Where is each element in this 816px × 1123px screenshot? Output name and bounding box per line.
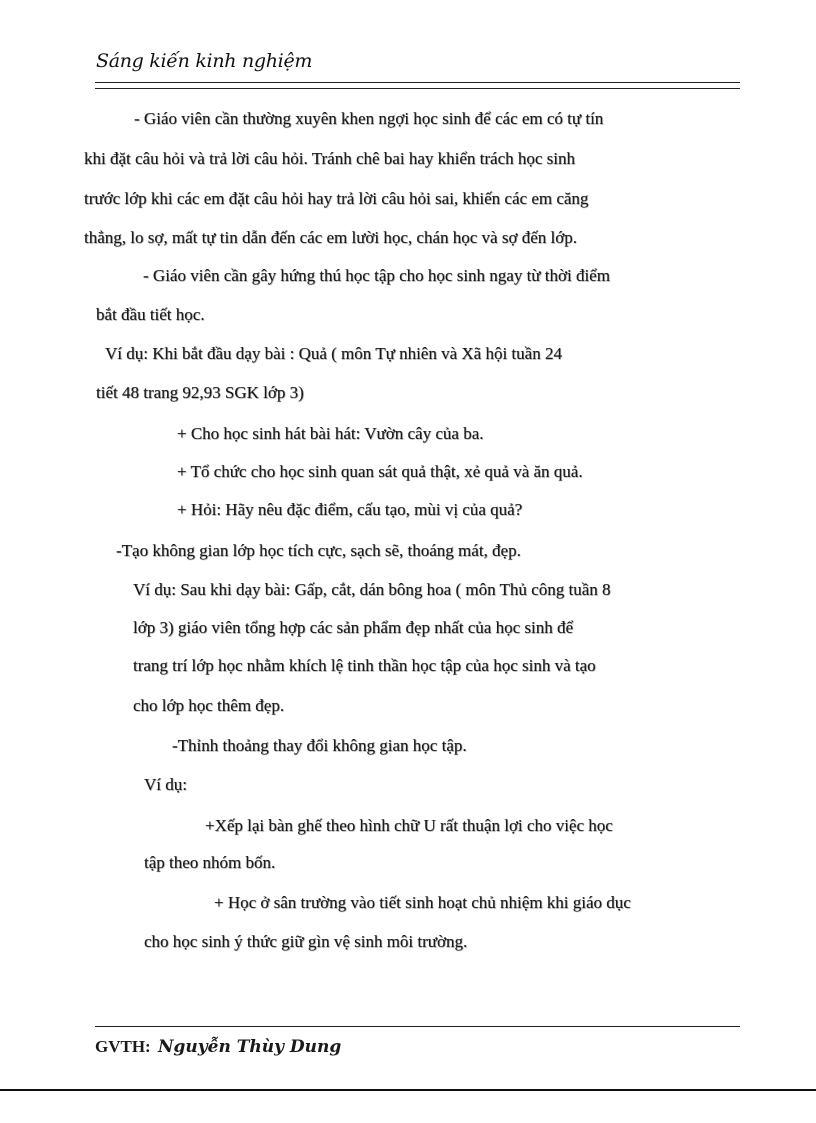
- page-header-title: Sáng kiến kinh nghiệm: [96, 50, 313, 72]
- footer-rule: [95, 1026, 740, 1027]
- page-footer: [95, 1037, 341, 1057]
- header-rule-bottom: [95, 88, 740, 89]
- body-line: + Cho học sinh hát bài hát: Vườn cây của ba.: [177, 424, 484, 443]
- page-bottom-rule: [0, 1089, 816, 1091]
- body-line: + Hỏi: Hãy nêu đặc điểm, cấu tạo, mùi vị của quả?: [177, 500, 523, 519]
- body-line: Ví dụ: Khi bắt đầu dạy bài : Quả ( môn Tự nhiên và Xã hội tuần 24: [105, 344, 562, 363]
- body-line: trước lớp khi các em đặt câu hỏi hay trả lời câu hỏi sai, khiến các em căng: [84, 189, 589, 208]
- footer-author: Nguyễn Thùy Dung: [157, 1037, 342, 1057]
- body-line: - Giáo viên cần gây hứng thú học tập cho học sinh ngay từ thời điểm: [143, 266, 610, 285]
- body-line: Ví dụ:: [144, 775, 187, 794]
- body-line: tiết 48 trang 92,93 SGK lớp 3): [96, 383, 304, 402]
- body-line: trang trí lớp học nhằm khích lệ tinh thần học tập của học sinh và tạo: [133, 656, 596, 675]
- body-line: lớp 3) giáo viên tổng hợp các sản phẩm đẹp nhất của học sinh để: [133, 618, 574, 637]
- body-line: + Tổ chức cho học sinh quan sát quả thật, xẻ quả và ăn quả.: [177, 462, 583, 481]
- body-line: + Học ở sân trường vào tiết sinh hoạt chủ nhiệm khi giáo dục: [214, 893, 631, 912]
- body-line: - Giáo viên cần thường xuyên khen ngợi học sinh để các em có tự tín: [134, 109, 604, 128]
- body-line: Ví dụ: Sau khi dạy bài: Gấp, cắt, dán bông hoa ( môn Thủ công tuần 8: [133, 580, 611, 599]
- body-line: bắt đầu tiết học.: [96, 305, 205, 324]
- header-rule-top: [95, 82, 740, 83]
- body-line: thẳng, lo sợ, mất tự tin dẫn đến các em lười học, chán học và sợ đến lớp.: [84, 228, 577, 247]
- body-line: cho học sinh ý thức giữ gìn vệ sinh môi trường.: [144, 932, 468, 951]
- body-line: tập theo nhóm bốn.: [144, 853, 276, 872]
- body-line: +Xếp lại bàn ghế theo hình chữ U rất thuận lợi cho việc học: [205, 816, 613, 835]
- body-line: -Tạo không gian lớp học tích cực, sạch sẽ, thoáng mát, đẹp.: [116, 541, 521, 560]
- body-line: cho lớp học thêm đẹp.: [133, 696, 285, 715]
- body-line: khi đặt câu hỏi và trả lời câu hỏi. Tránh chê bai hay khiển trách học sinh: [84, 149, 575, 168]
- footer-label: GVTH:: [95, 1037, 151, 1056]
- body-line: -Thỉnh thoảng thay đổi không gian học tập.: [172, 736, 467, 755]
